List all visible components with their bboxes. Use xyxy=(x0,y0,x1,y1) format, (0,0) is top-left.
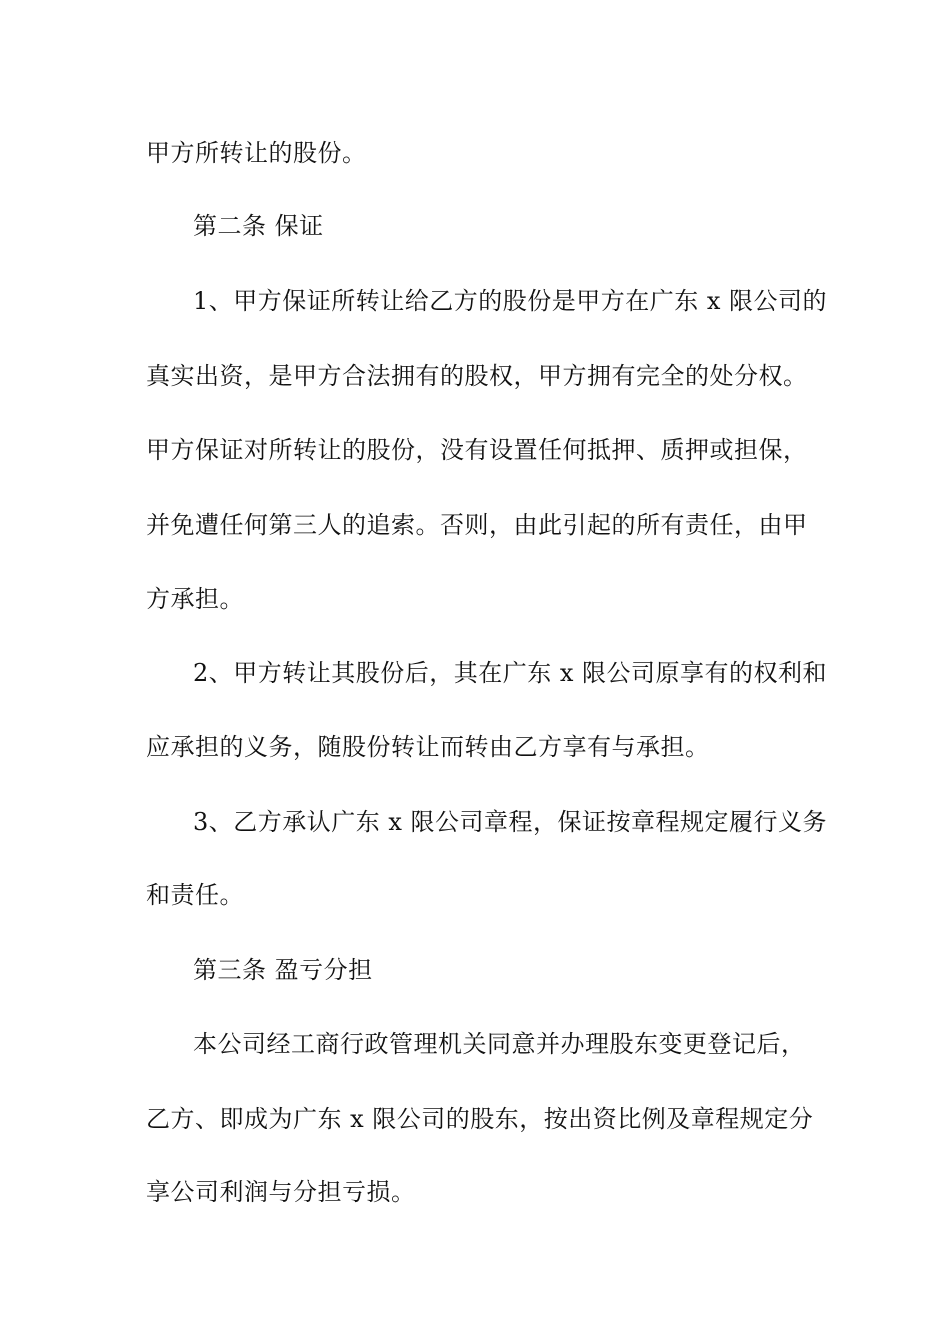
clause-1-line-4: 并免遭任何第三人的追索。否则，由此引起的所有责任，由甲 xyxy=(146,511,808,539)
clause-2-line-2: 应承担的义务，随股份转让而转由乙方享有与承担。 xyxy=(146,733,710,761)
clause-2-line-1: 2、甲方转让其股份后，其在广东 x 限公司原享有的权利和 xyxy=(193,659,828,687)
clause-3-line-2: 和责任。 xyxy=(146,881,244,909)
article-3-line-1: 本公司经工商行政管理机关同意并办理股东变更登记后， xyxy=(193,1030,806,1058)
article-3-line-3: 享公司利润与分担亏损。 xyxy=(146,1178,416,1206)
clause-1-line-1: 1、甲方保证所转让给乙方的股份是甲方在广东 x 限公司的 xyxy=(193,287,828,315)
clause-1-line-5: 方承担。 xyxy=(146,585,244,613)
clause-1-line-2: 真实出资，是甲方合法拥有的股权，甲方拥有完全的处分权。 xyxy=(146,362,808,390)
article-3-line-2: 乙方、即成为广东 x 限公司的股东，按出资比例及章程规定分 xyxy=(146,1105,814,1133)
clause-3-line-1: 3、乙方承认广东 x 限公司章程，保证按章程规定履行义务 xyxy=(193,808,828,836)
clause-1-line-3: 甲方保证对所转让的股份，没有设置任何抵押、质押或担保， xyxy=(146,436,808,464)
section-heading-article-3: 第三条 盈亏分担 xyxy=(193,956,373,984)
section-heading-article-2: 第二条 保证 xyxy=(193,212,324,240)
text-line-1: 甲方所转让的股份。 xyxy=(146,139,367,167)
